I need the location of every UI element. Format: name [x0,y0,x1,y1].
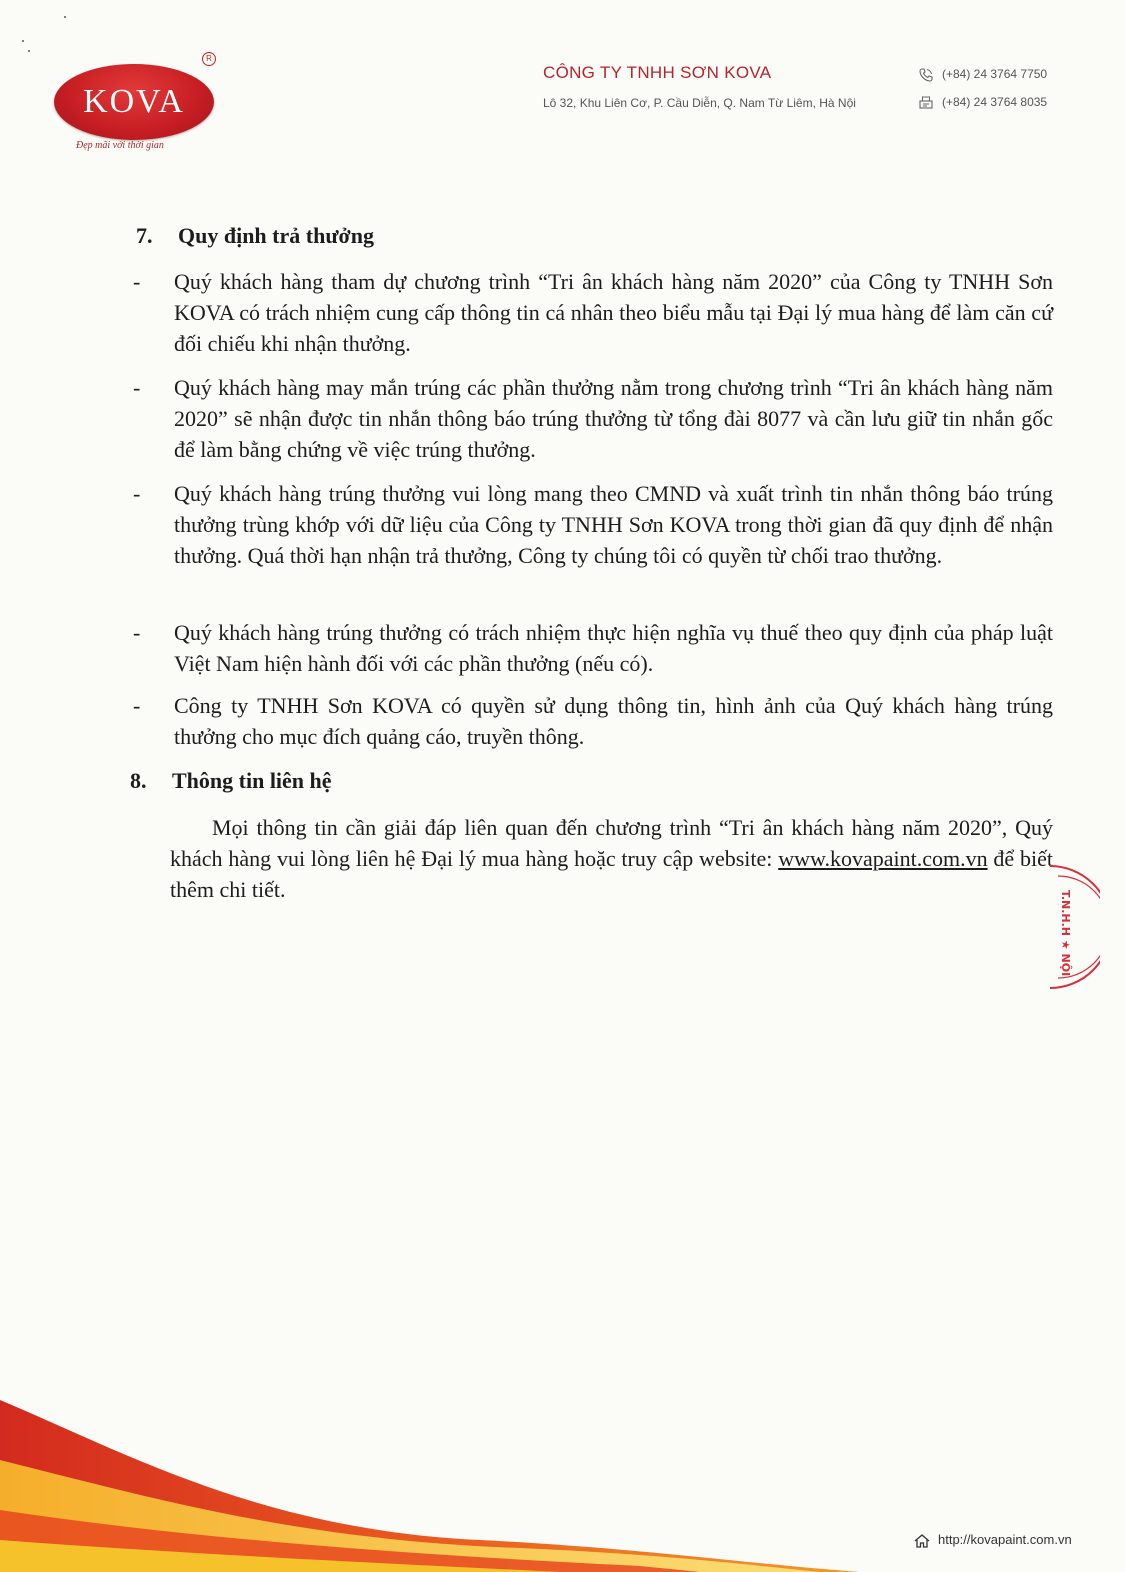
footer-website [914,1532,1072,1548]
section-number: 8. [130,768,147,793]
home-icon [914,1534,930,1548]
fax-icon [918,95,934,111]
contact-paragraph [170,812,1053,905]
phone-contact [918,67,1047,83]
bullet-dash: - [133,620,141,645]
bullet-text: Công ty TNHH Sơn KOVA có quyền sử dụng thông tin, hình ảnh của Quý khách hàng trúng thưởng cho mục đích quảng cáo, truyền thông. [174,693,1053,749]
bullet-dash: - [133,481,141,506]
company-stamp [1040,862,1100,992]
fax-contact [918,95,1047,111]
scan-speck [22,40,24,42]
scan-speck [64,16,66,18]
stamp-text: T.N.H.H ★ NỘI [1059,890,1072,977]
letterhead [0,0,1125,170]
phone-number: (+84) 24 3764 7750 [942,67,1048,82]
fax-number: (+84) 24 3764 8035 [942,95,1048,110]
company-address: Lô 32, Khu Liên Cơ, P. Cầu Diễn, Q. Nam Từ Liêm, Hà Nội [543,96,856,110]
paragraph-text: Mọi thông tin cần giải đáp liên quan đến chương trình “Tri ân khách hàng năm 2020”, Quý khách hàng vui lòng liên hệ Đại lý mua hàng hoặc truy cập website: [170,815,1053,871]
bullet-dash: - [133,269,141,294]
bullet-text: Quý khách hàng tham dự chương trình “Tri ân khách hàng năm 2020” của Công ty TNHH Sơn KOVA có trách nhiệm cung cấp thông tin cá nhân theo biểu mẫu tại Đại lý mua hàng để làm căn cứ đối chiếu khi nhận thưởng. [174,269,1053,356]
paragraph-text-end: để biết thêm chi tiết. [170,846,1053,902]
phone-icon [918,67,934,83]
kova-logo [54,52,220,152]
section-title: Thông tin liên hệ [172,768,332,793]
scan-speck [28,50,30,52]
section-number: 7. [136,223,153,248]
registered-mark: R [202,52,216,66]
logo-slogan: Đẹp mãi với thời gian [76,140,164,151]
bullet-dash: - [133,693,141,718]
website-link[interactable]: www.kovapaint.com.vn [778,846,988,871]
section-title: Quy định trả thưởng [178,223,374,248]
bullet-dash: - [133,375,141,400]
bullet-text: Quý khách hàng trúng thưởng có trách nhiệm thực hiện nghĩa vụ thuế theo quy định của pháp luật Việt Nam hiện hành đối với các phần thưởng (nếu có). [174,620,1053,676]
logo-text: KOVA [83,83,185,120]
footer-url-text[interactable]: http://kovapaint.com.vn [938,1532,1072,1547]
bullet-text: Quý khách hàng trúng thưởng vui lòng mang theo CMND và xuất trình tin nhắn thông báo trúng thưởng trùng khớp với dữ liệu của Công ty TNHH Sơn KOVA trong thời gian đã quy định để nhận thưởng. Quá thời hạn nhận trả thưởng, Công ty chúng tôi có quyền từ chối trao thưởng. [174,481,1053,568]
company-name: CÔNG TY TNHH SƠN KOVA [543,63,772,82]
bullet-text: Quý khách hàng may mắn trúng các phần thưởng nằm trong chương trình “Tri ân khách hàng năm 2020” sẽ nhận được tin nhắn thông báo trúng thưởng từ tổng đài 8077 và cần lưu giữ tin nhắn gốc để làm bằng chứng về việc trúng thưởng. [174,375,1053,462]
